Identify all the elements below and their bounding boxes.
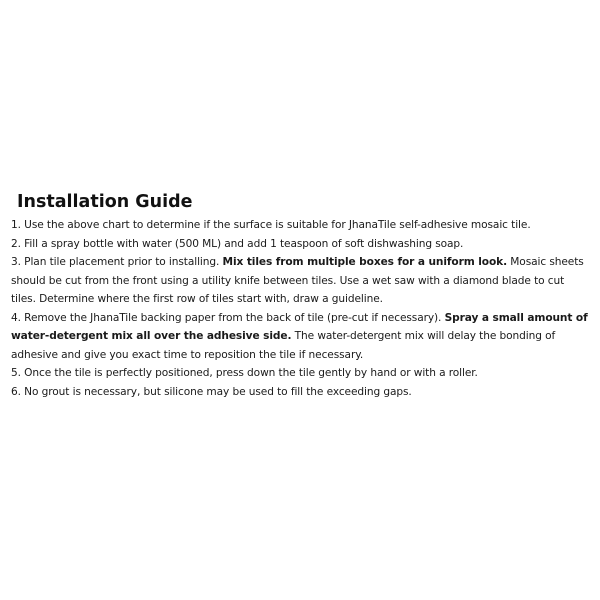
step-text: Mosaic sheets should be cut from the front using a utility knife between tiles. Use a wet saw with a diamond blade to cut tiles. Determine where the first row of tiles start with, draw a guideline. [11, 256, 584, 305]
step-5 [11, 364, 591, 383]
installation-guide [11, 190, 591, 401]
guide-title: Installation Guide [17, 192, 193, 212]
step-4 [11, 309, 591, 365]
step-text: 2. Fill a spray bottle with water (500 ML) and add 1 teaspoon of soft dishwashing soap. [11, 237, 464, 250]
step-2 [11, 235, 591, 254]
step-text: 4. Remove the JhanaTile backing paper from the back of tile (pre-cut if necessary). [11, 311, 445, 324]
step-text: 6. No grout is necessary, but silicone may be used to fill the exceeding gaps. [11, 385, 412, 398]
step-list [11, 216, 591, 401]
step-emphasis: Spray a small amount of water-detergent mix all over the adhesive side. [11, 311, 588, 342]
step-text: The water-detergent mix will delay the bonding of adhesive and give you exact time to reposition the tile if necessary. [11, 330, 556, 361]
step-3 [11, 253, 591, 309]
step-text: 5. Once the tile is perfectly positioned, press down the tile gently by hand or with a roller. [11, 367, 478, 379]
step-text: 3. Plan tile placement prior to installing. [11, 256, 223, 268]
step-text: 1. Use the above chart to determine if the surface is suitable for JhanaTile self-adhesive mosaic tile. [11, 219, 531, 231]
step-6 [11, 383, 591, 402]
step-1 [11, 216, 591, 235]
step-emphasis: Mix tiles from multiple boxes for a uniform look. [222, 256, 507, 268]
